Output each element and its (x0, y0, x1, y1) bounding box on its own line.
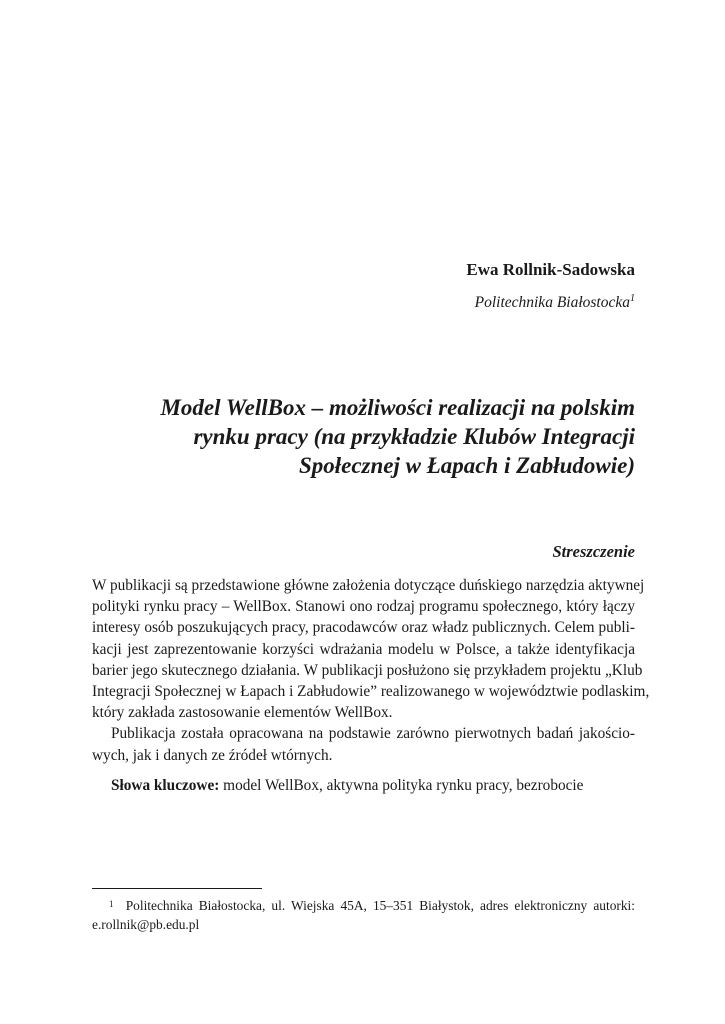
abstract-line: barier jego skutecznego działania. W publikacji posłużono się przykładem projektu „Klub (92, 661, 643, 679)
footnote-mark: 1 (109, 899, 114, 909)
abstract-line: interesy osób poszukujących pracy, pracodawców oraz władz publicznych. Celem publi- (92, 619, 635, 637)
keywords-text: model WellBox, aktywna polityka rynku pracy, bezrobocie (219, 777, 584, 794)
footnote-reference: 1 (630, 293, 635, 304)
title-line: rynku pracy (na przykładzie Klubów Integracji (193, 424, 635, 449)
affiliation-text: Politechnika Białostocka (474, 294, 630, 311)
footnote-line (92, 896, 635, 915)
abstract-body (92, 575, 650, 766)
paper-title (115, 393, 635, 480)
abstract-line: polityki rynku pracy – WellBox. Stanowi ono rodzaj programu społecznego, który łączy (92, 598, 635, 616)
abstract-line: kacji jest zaprezentowanie korzyści wdrażania modelu w Polsce, a także identyfikacja (92, 640, 635, 658)
keywords-label: Słowa kluczowe: (111, 777, 220, 794)
author-affiliation (475, 294, 635, 312)
title-line: Społecznej w Łapach i Zabłudowie) (298, 453, 635, 478)
abstract-line: W publikacji są przedstawione główne założenia dotyczące duńskiego narzędzia aktywnej (92, 577, 645, 594)
author-name: Ewa Rollnik-Sadowska (466, 260, 635, 279)
abstract-line: wych, jak i danych ze źródeł wtórnych. (92, 746, 333, 764)
abstract-heading: Streszczenie (552, 542, 635, 561)
footnote-email: e.rollnik@pb.edu.pl (92, 917, 200, 932)
footnote-text: Politechnika Białostocka, ul. Wiejska 45A, 15–351 Białystok, adres elektroniczny autorki: (125, 898, 635, 913)
abstract-line: Integracji Społecznej w Łapach i Zabłudowie” realizowanego w województwie podlaskim, (92, 683, 650, 701)
footnote-divider (92, 888, 262, 889)
abstract-line: Publikacja została opracowana na podstawie zarówno pierwotnych badań jakościo- (111, 725, 635, 743)
title-line: Model WellBox – możliwości realizacji na polskim (160, 395, 635, 420)
abstract-line: który zakłada zastosowanie elementów WellBox. (92, 704, 393, 722)
footnote (92, 896, 635, 934)
keywords (111, 777, 583, 795)
